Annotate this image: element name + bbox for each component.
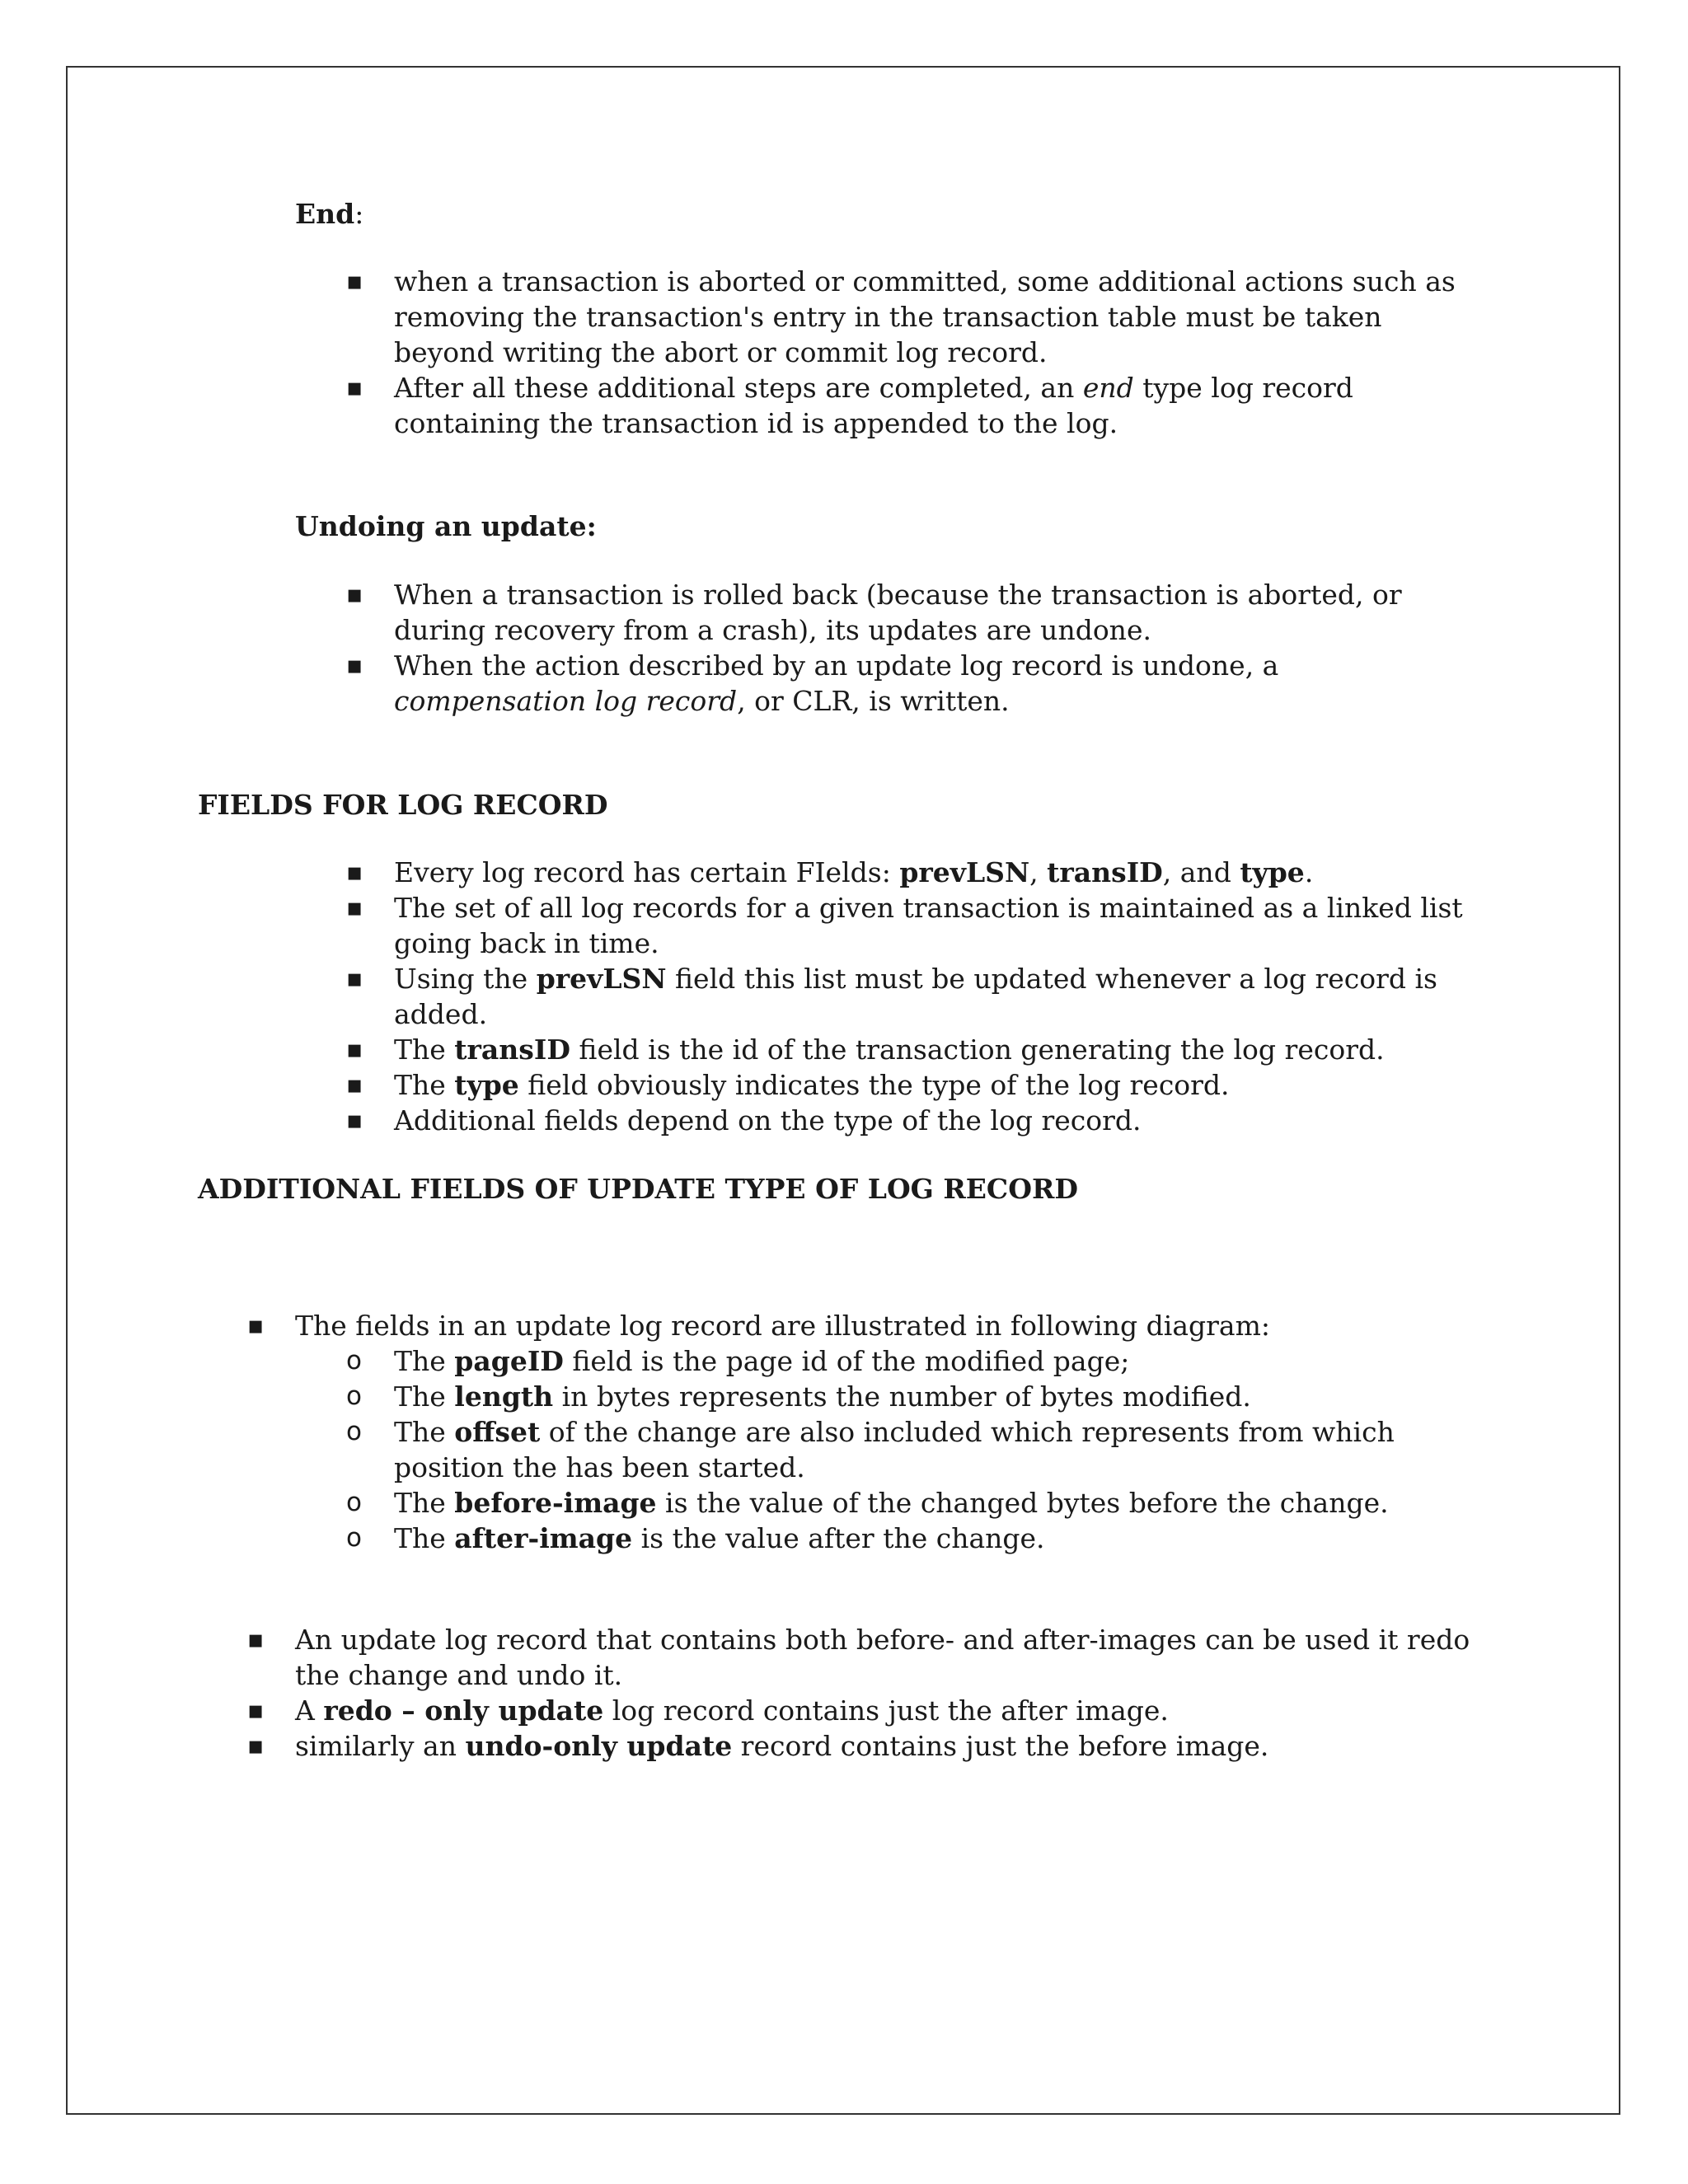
undo-list <box>394 577 1474 719</box>
list-item: ▪ The fields in an update log record are illustrated in following diagram: o The pageID field is the page id of the modified page; o The length in bytes represents the number of bytes modified. o The offset of the change are also included which represents from which position the has been started. o The before-image is the value of the changed bytes before the change. o The after-image is the value after the change. <box>295 1308 1482 1556</box>
sub-list-item: o The length in bytes represents the number of bytes modified. <box>394 1379 1482 1414</box>
list-item: ▪ Every log record has certain FIelds: prevLSN, transID, and type. <box>394 855 1482 890</box>
sub-list-item: o The after-image is the value after the change. <box>394 1521 1482 1556</box>
list-item: ▪ when a transaction is aborted or committed, some additional actions such as removing the transaction's entry in the transaction table must be taken beyond writing the abort or commit log record. <box>394 264 1474 370</box>
list-item: ▪ A redo – only update log record contains just the after image. <box>295 1693 1482 1728</box>
list-item: ▪ When the action described by an update log record is undone, a compensation log record, or CLR, is written. <box>394 648 1474 719</box>
list-item: ▪ An update log record that contains both before- and after-images can be used it redo the change and undo it. <box>295 1622 1482 1693</box>
list-item: ▪ Using the prevLSN field this list must be updated whenever a log record is added. <box>394 961 1482 1032</box>
sub-list-item: o The before-image is the value of the changed bytes before the change. <box>394 1485 1482 1521</box>
undo-heading: Undoing an update: <box>295 510 597 542</box>
additional-list <box>295 1308 1482 1556</box>
list-item: ▪ When a transaction is rolled back (because the transaction is aborted, or during recovery from a crash), its updates are undone. <box>394 577 1474 648</box>
list-item: ▪ The set of all log records for a given transaction is maintained as a linked list going back in time. <box>394 890 1482 961</box>
fields-list <box>394 855 1482 1138</box>
additional-heading: ADDITIONAL FIELDS OF UPDATE TYPE OF LOG RECORD <box>198 1173 1078 1205</box>
sub-list <box>394 1343 1482 1556</box>
list-item: ▪ After all these additional steps are completed, an end type log record containing the transaction id is appended to the log. <box>394 370 1474 441</box>
list-item: ▪ similarly an undo-only update record contains just the before image. <box>295 1728 1482 1764</box>
closing-list <box>295 1622 1482 1764</box>
end-list <box>394 264 1474 441</box>
sub-list-item: o The pageID field is the page id of the modified page; <box>394 1343 1482 1379</box>
end-heading: End: <box>295 198 364 230</box>
list-item: ▪ The transID field is the id of the transaction generating the log record. <box>394 1032 1482 1067</box>
fields-heading: FIELDS FOR LOG RECORD <box>198 789 608 821</box>
list-item: ▪ Additional fields depend on the type of the log record. <box>394 1103 1482 1138</box>
list-item: ▪ The type field obviously indicates the type of the log record. <box>394 1067 1482 1103</box>
sub-list-item: o The offset of the change are also included which represents from which position the has been started. <box>394 1414 1482 1485</box>
